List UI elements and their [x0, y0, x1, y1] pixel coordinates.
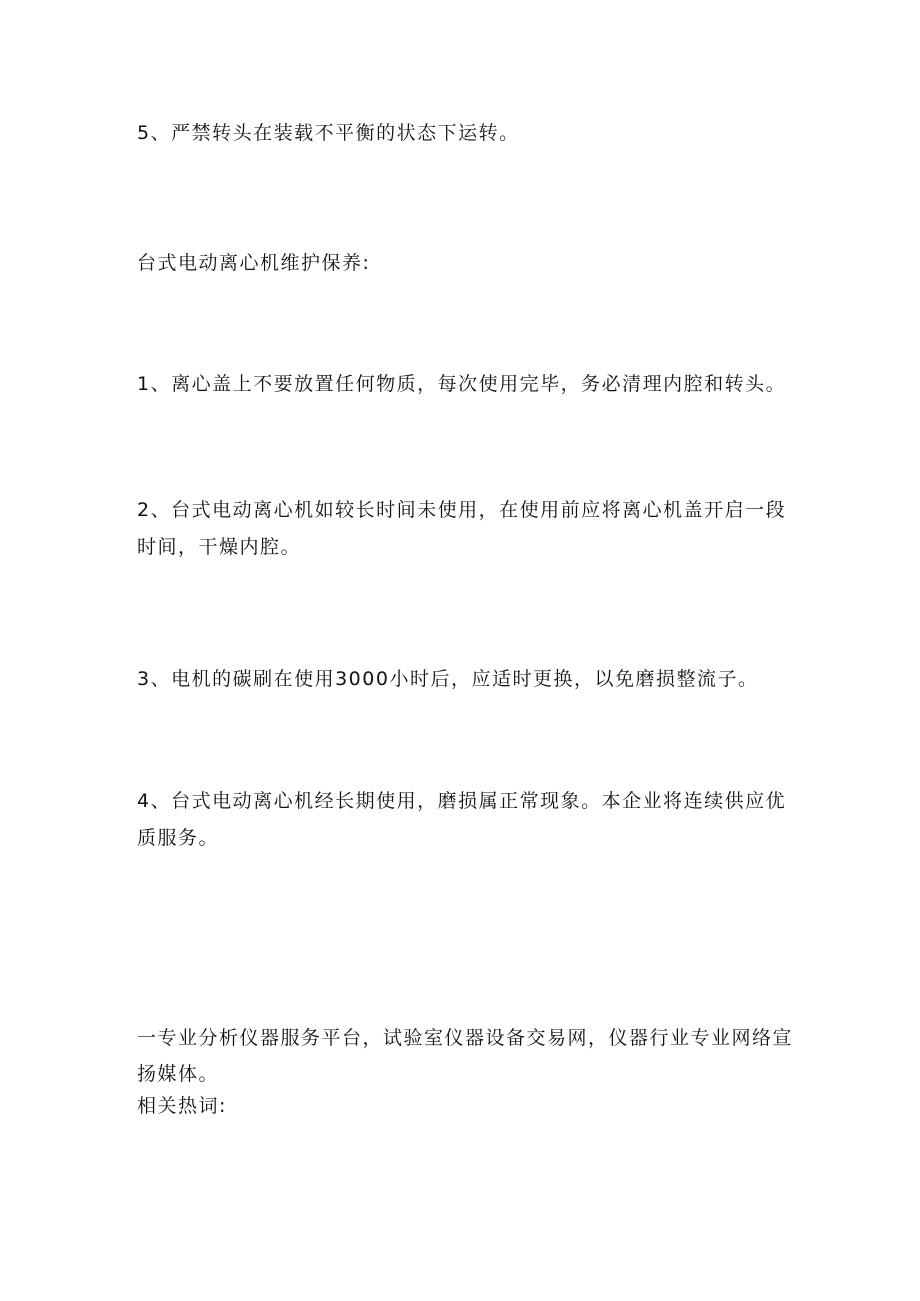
- maintenance-item-1: 1、离心盖上不要放置任何物质，每次使用完毕，务必清理内腔和转头。: [137, 373, 787, 395]
- safety-rule-item-5: 5、严禁转头在装载不平衡的状态下运转。: [137, 122, 520, 144]
- maintenance-item-3: 3、电机的碳刷在使用3000小时后，应适时更换，以免磨损整流子。: [137, 668, 759, 690]
- related-hotwords-label: 相关热词:: [137, 1095, 227, 1117]
- maintenance-heading: 台式电动离心机维护保养:: [137, 252, 371, 274]
- maintenance-item-2: 2、台式电动离心机如较长时间未使用，在使用前应将离心机盖开启一段时间，干燥内腔。: [137, 499, 787, 558]
- maintenance-item-4: 4、台式电动离心机经长期使用，磨损属正常现象。本企业将连续供应优质服务。: [137, 790, 787, 849]
- platform-description: 一专业分析仪器服务平台，试验室仪器设备交易网，仪器行业专业网络宣扬媒体。: [137, 1027, 794, 1085]
